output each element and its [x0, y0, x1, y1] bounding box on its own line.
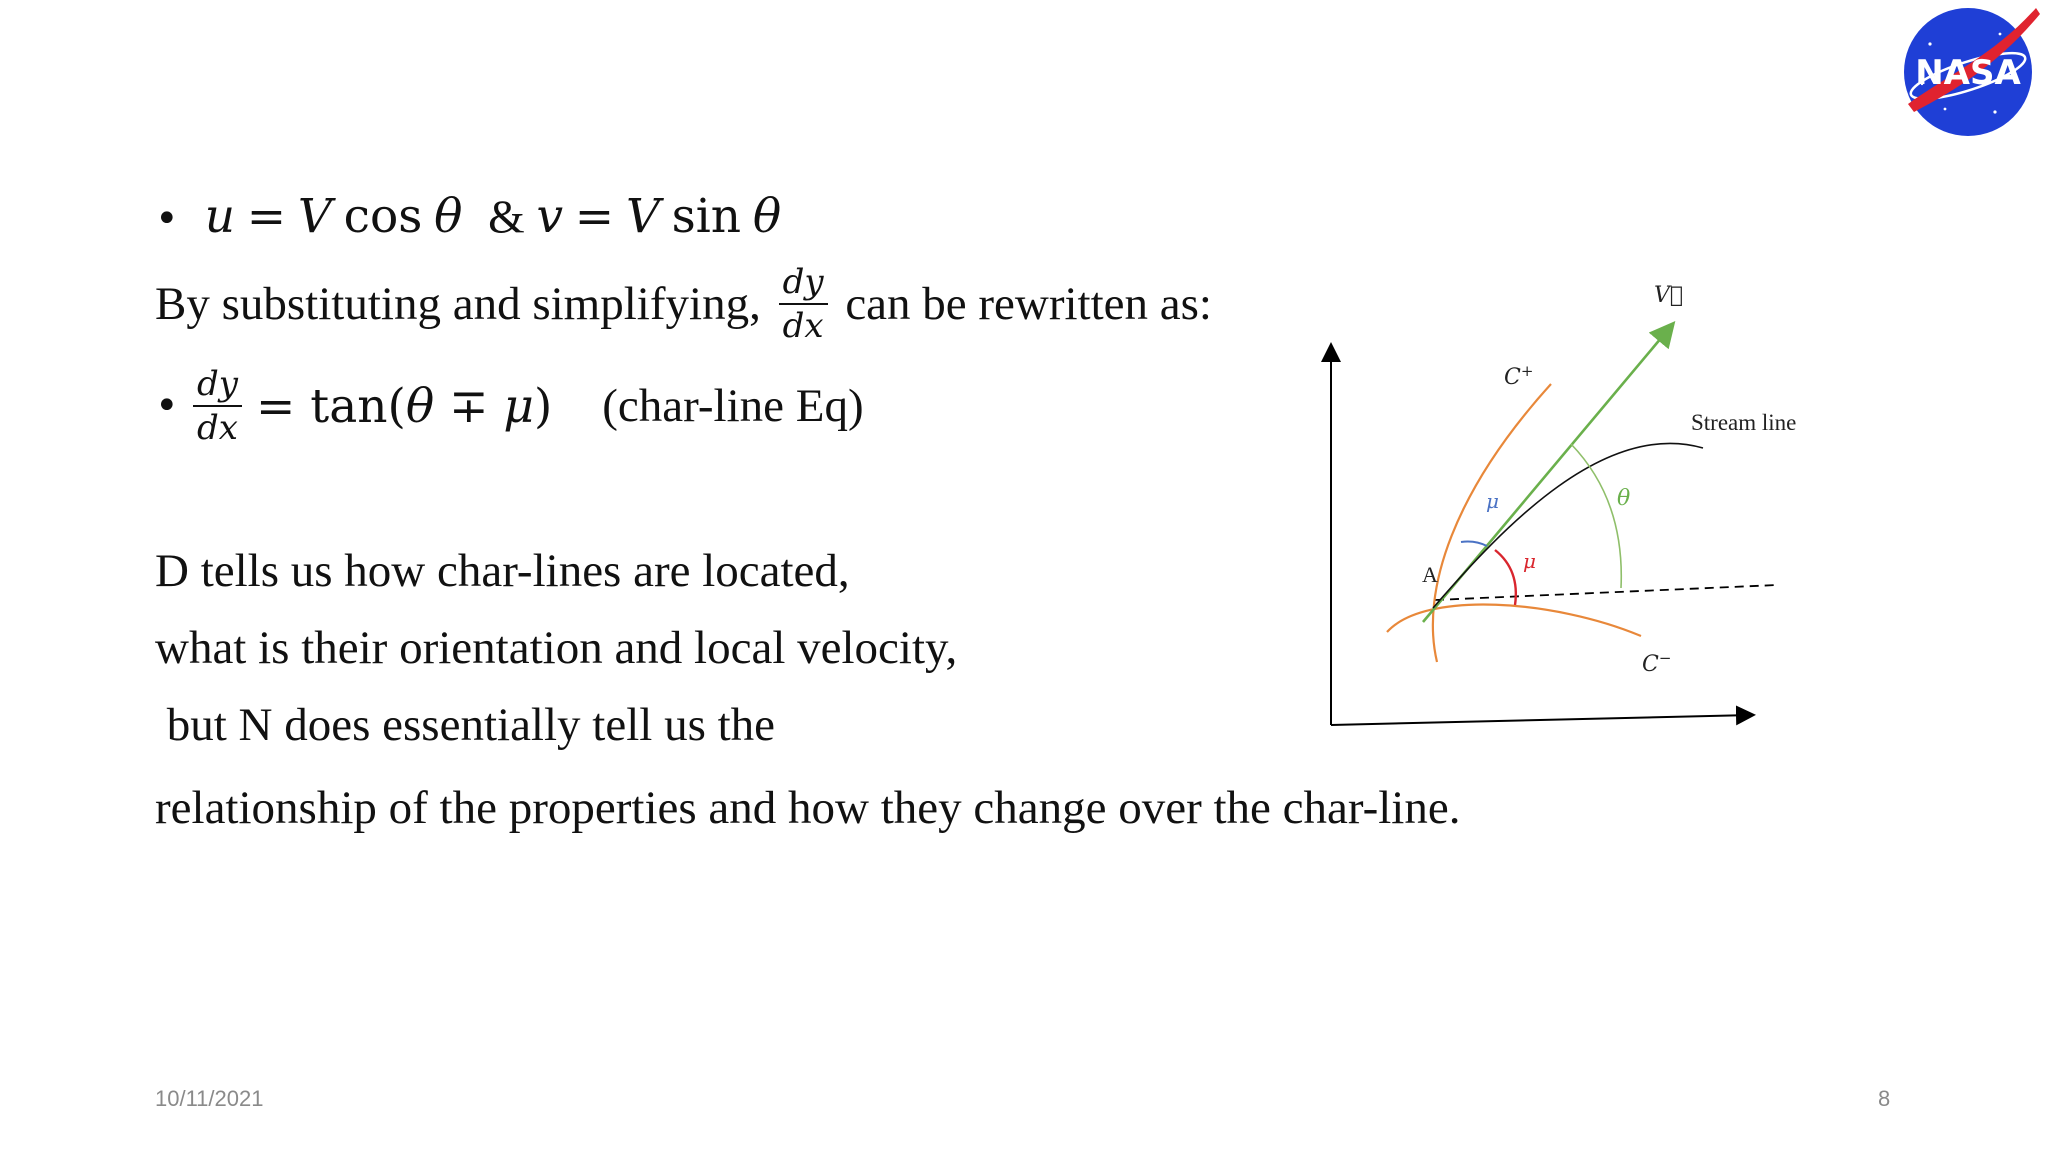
paragraph-line-3: but N does essentially tell us the: [155, 699, 776, 751]
minus-plus: ∓: [434, 378, 504, 434]
mu-blue-arc: [1461, 542, 1487, 547]
nasa-logo-text: NASA: [1915, 53, 2021, 93]
equals: =: [246, 189, 287, 244]
equals-2: =: [574, 189, 615, 244]
close-paren: ): [533, 378, 553, 434]
bullet-2: •: [155, 383, 179, 429]
c-plus-sup: +: [1520, 362, 1534, 380]
stream-line: [1433, 443, 1703, 608]
ampersand: &: [488, 191, 525, 243]
c-minus-letter: C: [1642, 652, 1659, 677]
c-plus-label: [1504, 362, 1533, 390]
tan-func: = tan(: [255, 378, 406, 434]
horizontal-reference: [1435, 585, 1777, 600]
fraction-denominator-2: dx: [197, 408, 238, 448]
theta-label: θ: [1617, 486, 1631, 511]
x-axis: [1331, 715, 1752, 725]
point-a-label: A: [1422, 562, 1438, 587]
func-cos: cos: [343, 189, 423, 244]
c-minus-sup: −: [1658, 649, 1672, 667]
velocity-label: V⃗: [1654, 283, 1684, 308]
fraction-numerator: dy: [779, 265, 828, 305]
paragraph-line-4: relationship of the properties and how they change over the char-line.: [155, 782, 1461, 834]
paragraph-line-1: D tells us how char-lines are located,: [155, 545, 850, 597]
paragraph-line-2: what is their orientation and local velocity,: [155, 622, 958, 674]
fraction-numerator-2: dy: [193, 367, 242, 407]
c-plus-letter: C: [1504, 365, 1521, 390]
char-line-note: (char-line Eq): [602, 379, 864, 432]
fraction-denominator: dx: [782, 306, 824, 346]
equation-velocity-components: [155, 189, 782, 244]
sentence-start: By substituting and simplifying,: [155, 277, 773, 330]
equation-char-line: [155, 364, 864, 448]
nasa-logo: [1900, 4, 2040, 140]
func-sin: sin: [671, 189, 742, 244]
var-V-2: V: [625, 189, 660, 244]
sentence-end: can be rewritten as:: [833, 277, 1212, 330]
c-plus-line: [1433, 384, 1551, 662]
page-number: 8: [1878, 1086, 1891, 1111]
mu-blue-label: μ: [1486, 489, 1499, 513]
var-theta-2: θ: [752, 189, 782, 244]
var-V: V: [297, 189, 332, 244]
fraction-dy-dx-2: [193, 364, 242, 448]
mu-red-label: μ: [1523, 549, 1536, 573]
var-v: v: [536, 189, 564, 244]
var-u: u: [204, 189, 236, 244]
characteristic-lines-diagram: [1305, 270, 1825, 740]
fraction-dy-dx: [779, 262, 828, 346]
bullet: •: [155, 196, 179, 242]
var-mu: μ: [503, 378, 534, 434]
c-minus-label: [1642, 649, 1671, 677]
var-theta-3: θ: [405, 378, 435, 434]
theta-arc: [1571, 444, 1621, 588]
stream-line-label: Stream line: [1691, 410, 1797, 435]
var-theta: θ: [434, 189, 463, 244]
substitution-sentence: [155, 262, 1212, 346]
footer-date: 10/11/2021: [155, 1086, 264, 1111]
